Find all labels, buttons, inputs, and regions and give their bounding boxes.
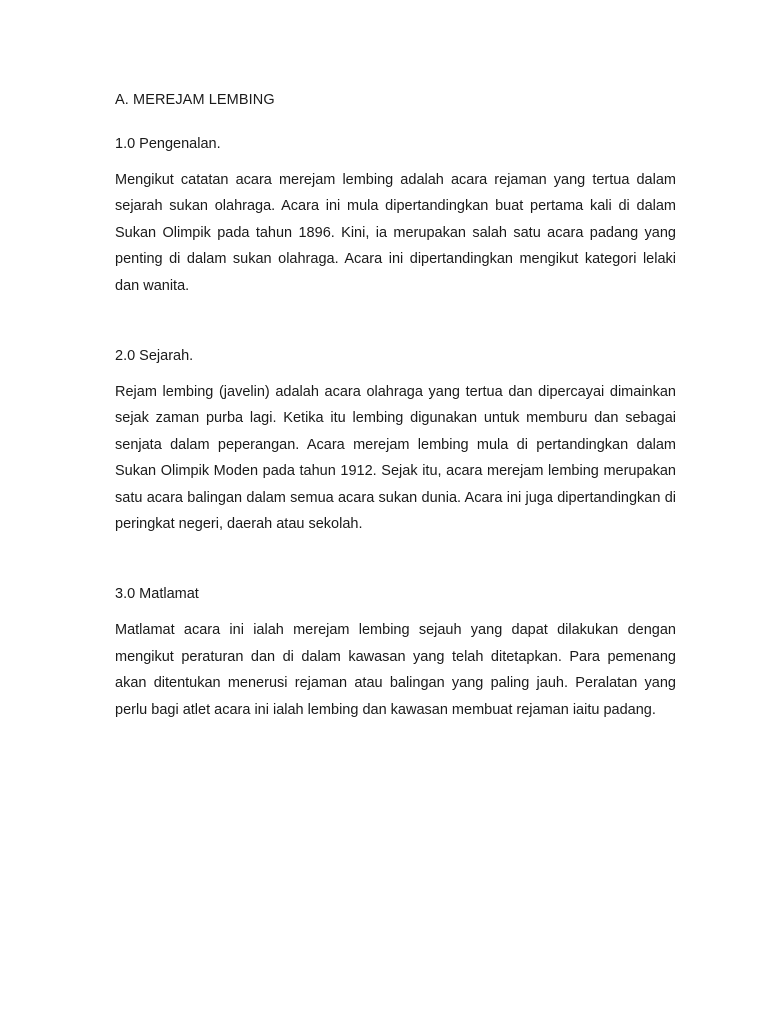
section-heading-matlamat: 3.0 Matlamat [115, 586, 199, 603]
section-paragraph-pengenalan: Mengikut catatan acara merejam lembing adalah acara rejaman yang tertua dalam sejarah sukan olahraga. Acara ini mula dipertandingkan buat pertama kali di dalam Sukan Olimpik pada tahun 1896. Kini, ia merupakan salah satu acara padang yang penting di dalam sukan olahraga. Acara ini dipertandingkan mengikut kategori lelaki dan wanita. [115, 172, 676, 294]
document-content [115, 89, 676, 723]
document-title: A. MEREJAM LEMBING [115, 92, 275, 108]
section-paragraph-matlamat: Matlamat acara ini ialah merejam lembing sejauh yang dapat dilakukan dengan mengikut peraturan dan di dalam kawasan yang telah ditetapkan. Para pemenang akan ditentukan menerusi rejaman atau balingan yang paling jauh. Peralatan yang perlu bagi atlet acara ini ialah lembing dan kawasan membuat rejaman iaitu padang. [115, 622, 676, 718]
section-spacer [115, 299, 676, 345]
section-sejarah [115, 345, 676, 537]
section-matlamat [115, 583, 676, 723]
section-pengenalan [115, 133, 676, 299]
section-heading-sejarah: 2.0 Sejarah. [115, 348, 194, 365]
section-paragraph-sejarah: Rejam lembing (javelin) adalah acara olahraga yang tertua dan dipercayai dimainkan sejak zaman purba lagi. Ketika itu lembing digunakan untuk memburu dan sebagai senjata dalam peperangan. Acara merejam lembing mula di pertandingkan dalam Sukan Olimpik Moden pada tahun 1912. Sejak itu, acara merejam lembing merupakan satu acara balingan dalam semua acara sukan dunia. Acara ini juga dipertandingkan di peringkat negeri, daerah atau sekolah. [115, 384, 676, 533]
section-heading-pengenalan: 1.0 Pengenalan. [115, 136, 221, 152]
section-spacer [115, 537, 676, 583]
